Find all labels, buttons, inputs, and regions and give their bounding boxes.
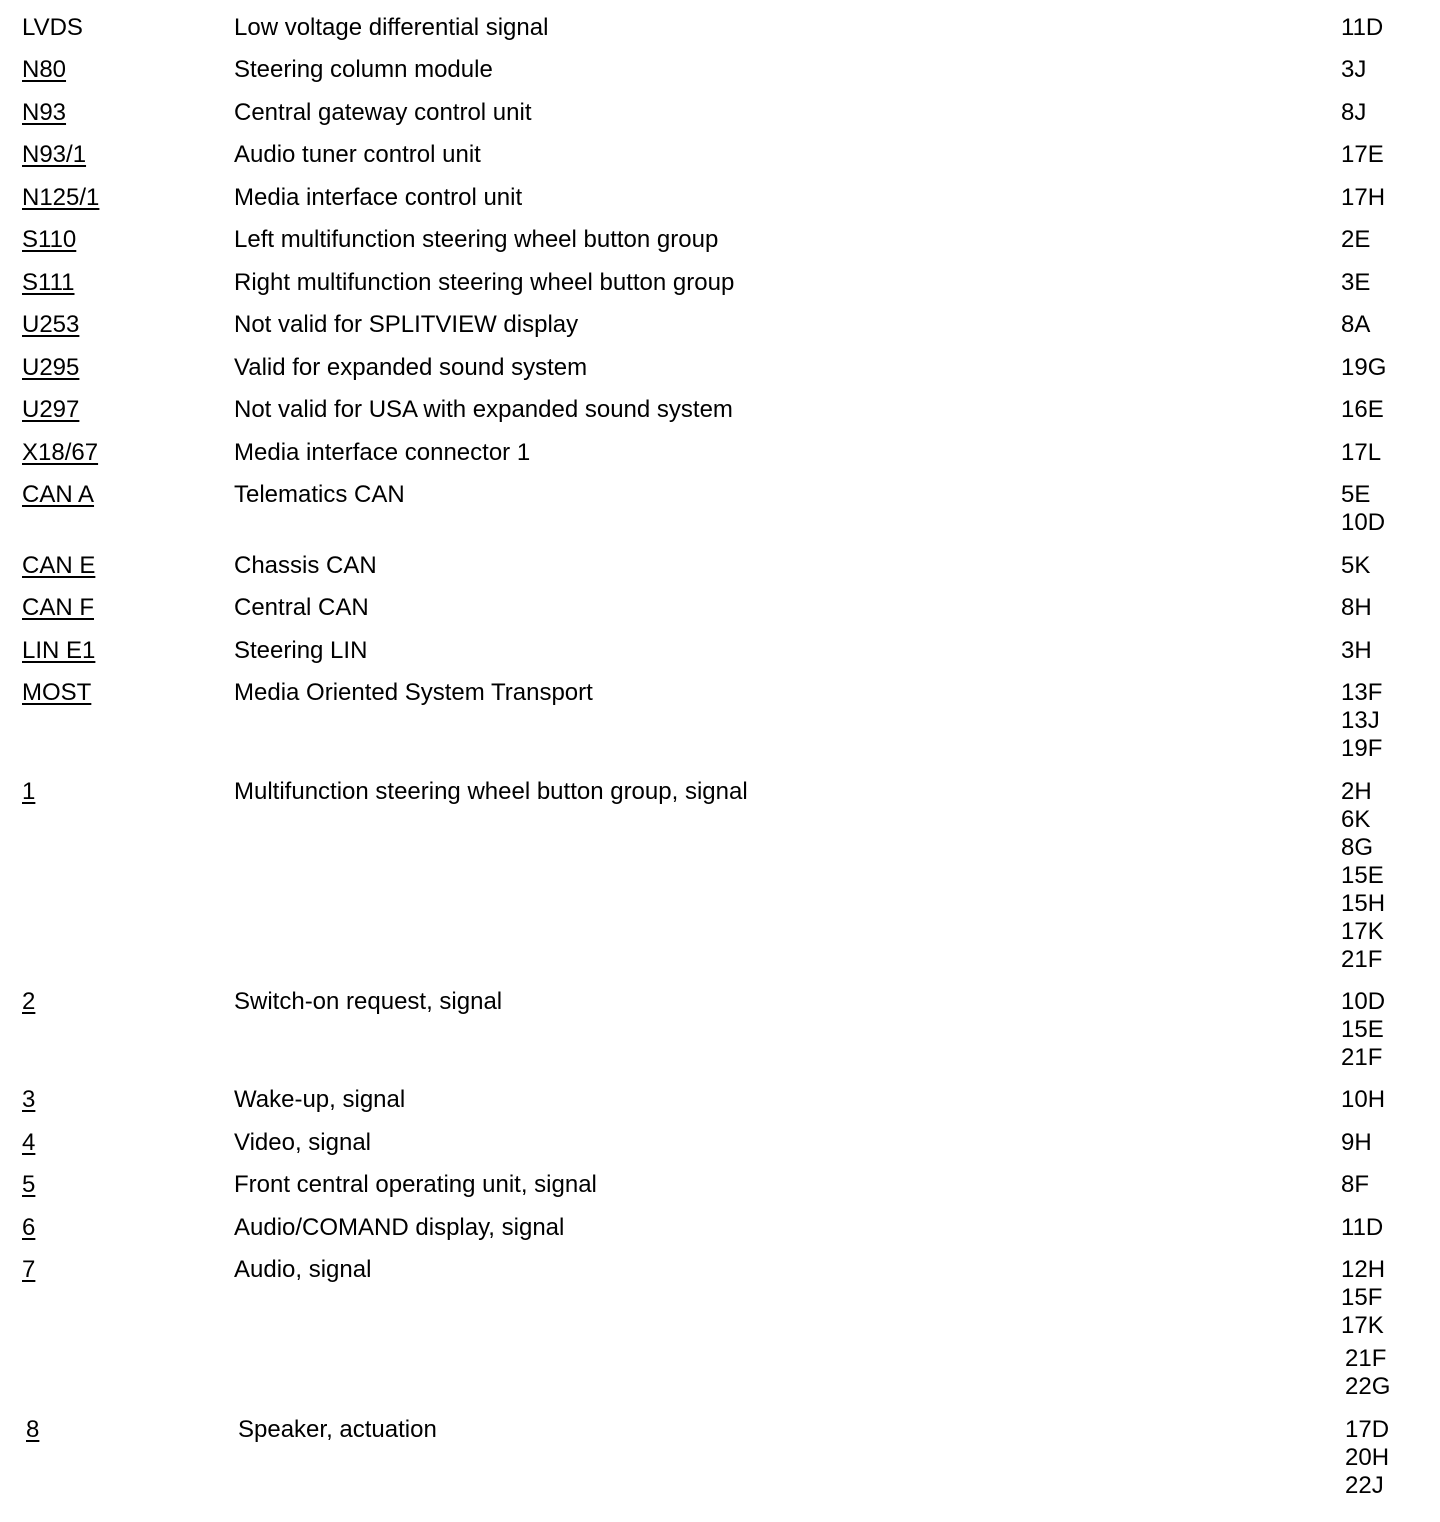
grid-reference: 16E xyxy=(1341,396,1384,423)
grid-reference: 3E xyxy=(1341,269,1371,296)
grid-reference-list xyxy=(1341,1416,1389,1500)
grid-reference: 8A xyxy=(1341,311,1371,338)
designation-description: Audio tuner control unit xyxy=(234,141,481,168)
grid-reference: 10D xyxy=(1341,988,1386,1015)
designation-description: Video, signal xyxy=(234,1129,371,1156)
designation-link[interactable]: LIN E1 xyxy=(22,637,96,664)
designation-description: Media interface control unit xyxy=(234,184,523,211)
grid-reference: 2H xyxy=(1341,778,1372,805)
designation-link[interactable]: 6 xyxy=(22,1214,36,1241)
designation-description: Not valid for SPLITVIEW display xyxy=(234,311,579,338)
grid-reference-list xyxy=(1341,439,1381,467)
designation-link[interactable]: CAN E xyxy=(22,552,96,579)
designation-description: Speaker, actuation xyxy=(238,1416,437,1443)
grid-reference: 15F xyxy=(1341,1284,1383,1311)
grid-reference: 5E xyxy=(1341,481,1371,508)
grid-reference-list xyxy=(1341,594,1372,622)
designation-link[interactable]: X18/67 xyxy=(22,439,99,466)
grid-reference: 11D xyxy=(1341,1214,1384,1241)
designation-description: Wake-up, signal xyxy=(234,1086,406,1113)
grid-reference: 13J xyxy=(1341,707,1380,734)
grid-reference-list xyxy=(1341,1214,1383,1242)
designation-link[interactable]: U253 xyxy=(22,311,80,338)
grid-reference: 9H xyxy=(1341,1129,1372,1156)
designation-label: LVDS xyxy=(22,14,83,41)
grid-reference: 8H xyxy=(1341,594,1372,621)
grid-reference: 3H xyxy=(1341,637,1372,664)
grid-reference-list xyxy=(1341,141,1384,169)
grid-reference: 8G xyxy=(1341,834,1374,861)
grid-reference-list xyxy=(1341,1171,1369,1199)
grid-reference: 15H xyxy=(1341,890,1386,917)
grid-reference-list xyxy=(1341,354,1386,382)
grid-reference: 8F xyxy=(1341,1171,1370,1198)
grid-reference-list xyxy=(1341,679,1382,763)
designation-description: Front central operating unit, signal xyxy=(234,1171,597,1198)
designation-description: Valid for expanded sound system xyxy=(234,354,588,381)
grid-reference-list xyxy=(1341,56,1366,84)
grid-reference: 2E xyxy=(1341,226,1371,253)
grid-reference: 10H xyxy=(1341,1086,1386,1113)
designation-description: Multifunction steering wheel button group, signal xyxy=(234,778,748,805)
grid-reference-list xyxy=(1341,481,1385,537)
designation-link[interactable]: N80 xyxy=(22,56,67,83)
designation-description: Left multifunction steering wheel button group xyxy=(234,226,719,253)
designation-link[interactable]: S110 xyxy=(22,226,77,253)
grid-reference: 12H xyxy=(1341,1256,1386,1283)
grid-reference-list xyxy=(1341,1129,1372,1157)
grid-reference: 17H xyxy=(1341,184,1386,211)
grid-reference: 17E xyxy=(1341,141,1384,168)
designation-description: Not valid for USA with expanded sound system xyxy=(234,396,733,423)
designation-link[interactable]: 5 xyxy=(22,1171,36,1198)
designation-link[interactable]: 3 xyxy=(22,1086,36,1113)
designation-description: Audio/COMAND display, signal xyxy=(234,1214,565,1241)
designation-link[interactable]: 1 xyxy=(22,778,36,805)
grid-reference: 21F xyxy=(1345,1345,1387,1372)
grid-reference: 20H xyxy=(1345,1444,1390,1471)
grid-reference-list xyxy=(1341,184,1385,212)
grid-reference: 17K xyxy=(1341,1312,1384,1339)
grid-reference: 22G xyxy=(1345,1373,1391,1400)
grid-reference: 17L xyxy=(1341,439,1382,466)
grid-reference: 19G xyxy=(1341,354,1387,381)
grid-reference: 5K xyxy=(1341,552,1371,579)
grid-reference-list xyxy=(1341,269,1370,297)
designation-description: Central gateway control unit xyxy=(234,99,532,126)
designation-link[interactable]: N93 xyxy=(22,99,67,126)
grid-reference: 17K xyxy=(1341,918,1384,945)
designation-description: Switch-on request, signal xyxy=(234,988,503,1015)
designation-description: Audio, signal xyxy=(234,1256,372,1283)
grid-reference: 8J xyxy=(1341,99,1367,126)
grid-reference-list xyxy=(1341,311,1370,339)
designation-description: Right multifunction steering wheel button group xyxy=(234,269,735,296)
designation-description: Steering column module xyxy=(234,56,493,83)
designation-link[interactable]: 2 xyxy=(22,988,36,1015)
designation-link[interactable]: CAN F xyxy=(22,594,94,621)
grid-reference: 10D xyxy=(1341,509,1386,536)
grid-reference: 17D xyxy=(1345,1416,1390,1443)
grid-reference-list xyxy=(1341,778,1385,974)
grid-reference: 19F xyxy=(1341,735,1383,762)
grid-reference: 11D xyxy=(1341,14,1384,41)
designation-link[interactable]: U297 xyxy=(22,396,80,423)
designation-link[interactable]: MOST xyxy=(22,679,92,706)
grid-reference: 15E xyxy=(1341,1016,1384,1043)
designation-link[interactable]: 8 xyxy=(26,1416,40,1443)
grid-reference: 15E xyxy=(1341,862,1384,889)
designation-link[interactable]: 7 xyxy=(22,1256,36,1283)
designation-link[interactable]: CAN A xyxy=(22,481,95,508)
grid-reference-list xyxy=(1341,552,1370,580)
designation-description: Media Oriented System Transport xyxy=(234,679,593,706)
grid-reference-list xyxy=(1341,99,1366,127)
designation-link[interactable]: N93/1 xyxy=(22,141,87,168)
designation-description: Steering LIN xyxy=(234,637,368,664)
grid-reference-list xyxy=(1341,226,1370,254)
designation-link[interactable]: 4 xyxy=(22,1129,36,1156)
grid-reference-list xyxy=(1341,1256,1390,1401)
grid-reference-list xyxy=(1341,637,1372,665)
grid-reference: 6K xyxy=(1341,806,1371,833)
grid-reference: 13F xyxy=(1341,679,1383,706)
grid-reference: 21F xyxy=(1341,1044,1383,1071)
grid-reference-list xyxy=(1341,988,1385,1072)
designation-link[interactable]: U295 xyxy=(22,354,80,381)
grid-reference-list xyxy=(1341,1086,1385,1114)
designation-description: Telematics CAN xyxy=(234,481,405,508)
designation-description: Central CAN xyxy=(234,594,369,621)
grid-reference-list xyxy=(1341,396,1384,424)
grid-reference: 3J xyxy=(1341,56,1367,83)
designation-link[interactable]: S111 xyxy=(22,269,75,296)
designation-description: Media interface connector 1 xyxy=(234,439,531,466)
designation-description: Low voltage differential signal xyxy=(234,14,549,41)
grid-reference-list xyxy=(1341,14,1383,42)
designation-link[interactable]: N125/1 xyxy=(22,184,100,211)
grid-reference: 22J xyxy=(1345,1472,1384,1499)
designation-description: Chassis CAN xyxy=(234,552,377,579)
grid-reference: 21F xyxy=(1341,946,1383,973)
